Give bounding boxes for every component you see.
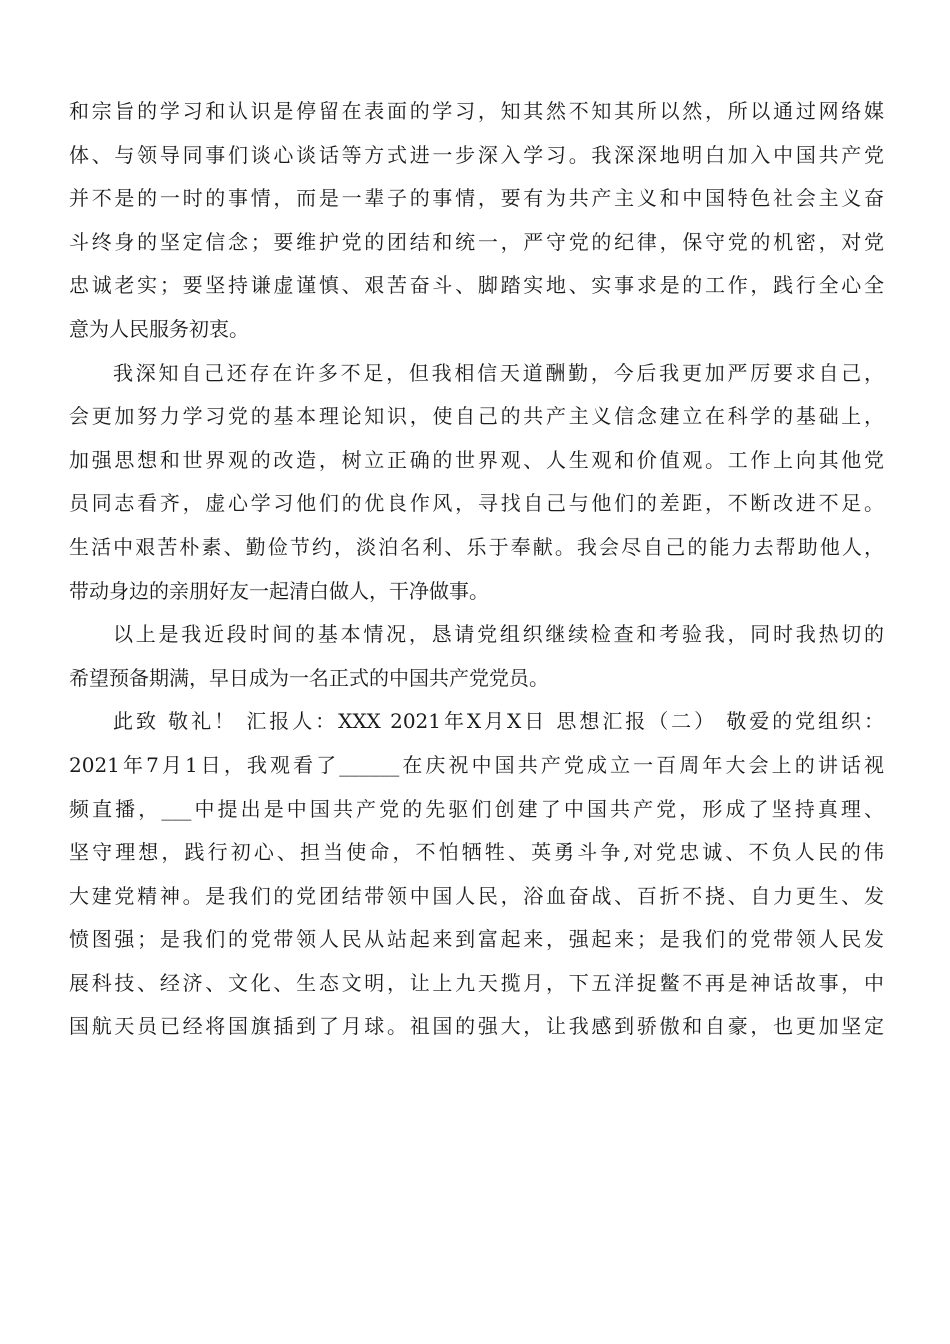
paragraph-first-line: 我深知自己还存在许多不足，但我相信天道酬勤，今后我更加严厉要求自己， <box>113 360 884 385</box>
text-line: 加强思想和世界观的改造，树立正确的世界观、人生观和价值观。工作上向其他党 <box>69 447 884 472</box>
text-line: 斗终身的坚定信念；要维护党的团结和统一，严守党的纪律，保守党的机密，对党 <box>69 229 884 254</box>
text-line: 生活中艰苦朴素、勤俭节约，淡泊名利、乐于奉献。我会尽自己的能力去帮助他人， <box>69 534 884 559</box>
text-line: 大建党精神。是我们的党团结带领中国人民，浴血奋战、百折不挠、自力更生、发 <box>69 883 884 908</box>
text-line: 坚守理想，践行初心、担当使命，不怕牺牲、英勇斗争,对党忠诚、不负人民的伟 <box>69 840 884 865</box>
text-line: 和宗旨的学习和认识是停留在表面的学习，知其然不知其所以然，所以通过网络媒 <box>69 99 884 123</box>
text-line: 2021年7月1日，我观看了______在庆祝中国共产党成立一百周年大会上的讲话视 <box>69 752 884 777</box>
text-line: 体、与领导同事们谈心谈话等方式进一步深入学习。我深深地明白加入中国共产党 <box>69 142 884 167</box>
text-line: 员同志看齐，虚心学习他们的优良作风，寻找自己与他们的差距，不断改进不足。 <box>69 491 884 516</box>
text-line: 并不是的一时的事情，而是一辈子的事情，要有为共产主义和中国特色社会主义奋 <box>69 186 884 211</box>
text-line: 展科技、经济、文化、生态文明，让上九天揽月，下五洋捉鳖不再是神话故事，中 <box>69 970 884 995</box>
text-line: 希望预备期满，早日成为一名正式的中国共产党党员。 <box>69 665 549 690</box>
text-line: 频直播，___中提出是中国共产党的先驱们创建了中国共产党，形成了坚持真理、 <box>69 796 884 821</box>
paragraph-first-line: 此致 敬礼！ 汇报人：XXX 2021年X月X日 思想汇报（二） 敬爱的党组织： <box>113 709 884 734</box>
text-line: 带动身边的亲朋好友一起清白做人，干净做事。 <box>69 578 489 603</box>
text-line: 愤图强；是我们的党带领人民从站起来到富起来，强起来；是我们的党带领人民发 <box>69 927 884 952</box>
document-body <box>69 90 884 1049</box>
text-line: 会更加努力学习党的基本理论知识，使自己的共产主义信念建立在科学的基础上， <box>69 404 884 429</box>
text-line: 国航天员已经将国旗插到了月球。祖国的强大，让我感到骄傲和自豪，也更加坚定 <box>69 1014 884 1039</box>
text-line: 忠诚老实；要坚持谦虚谨慎、艰苦奋斗、脚踏实地、实事求是的工作，践行全心全 <box>69 273 884 298</box>
paragraph-first-line: 以上是我近段时间的基本情况，恳请党组织继续检查和考验我，同时我热切的 <box>113 622 884 647</box>
text-line: 意为人民服务初衷。 <box>69 316 249 341</box>
